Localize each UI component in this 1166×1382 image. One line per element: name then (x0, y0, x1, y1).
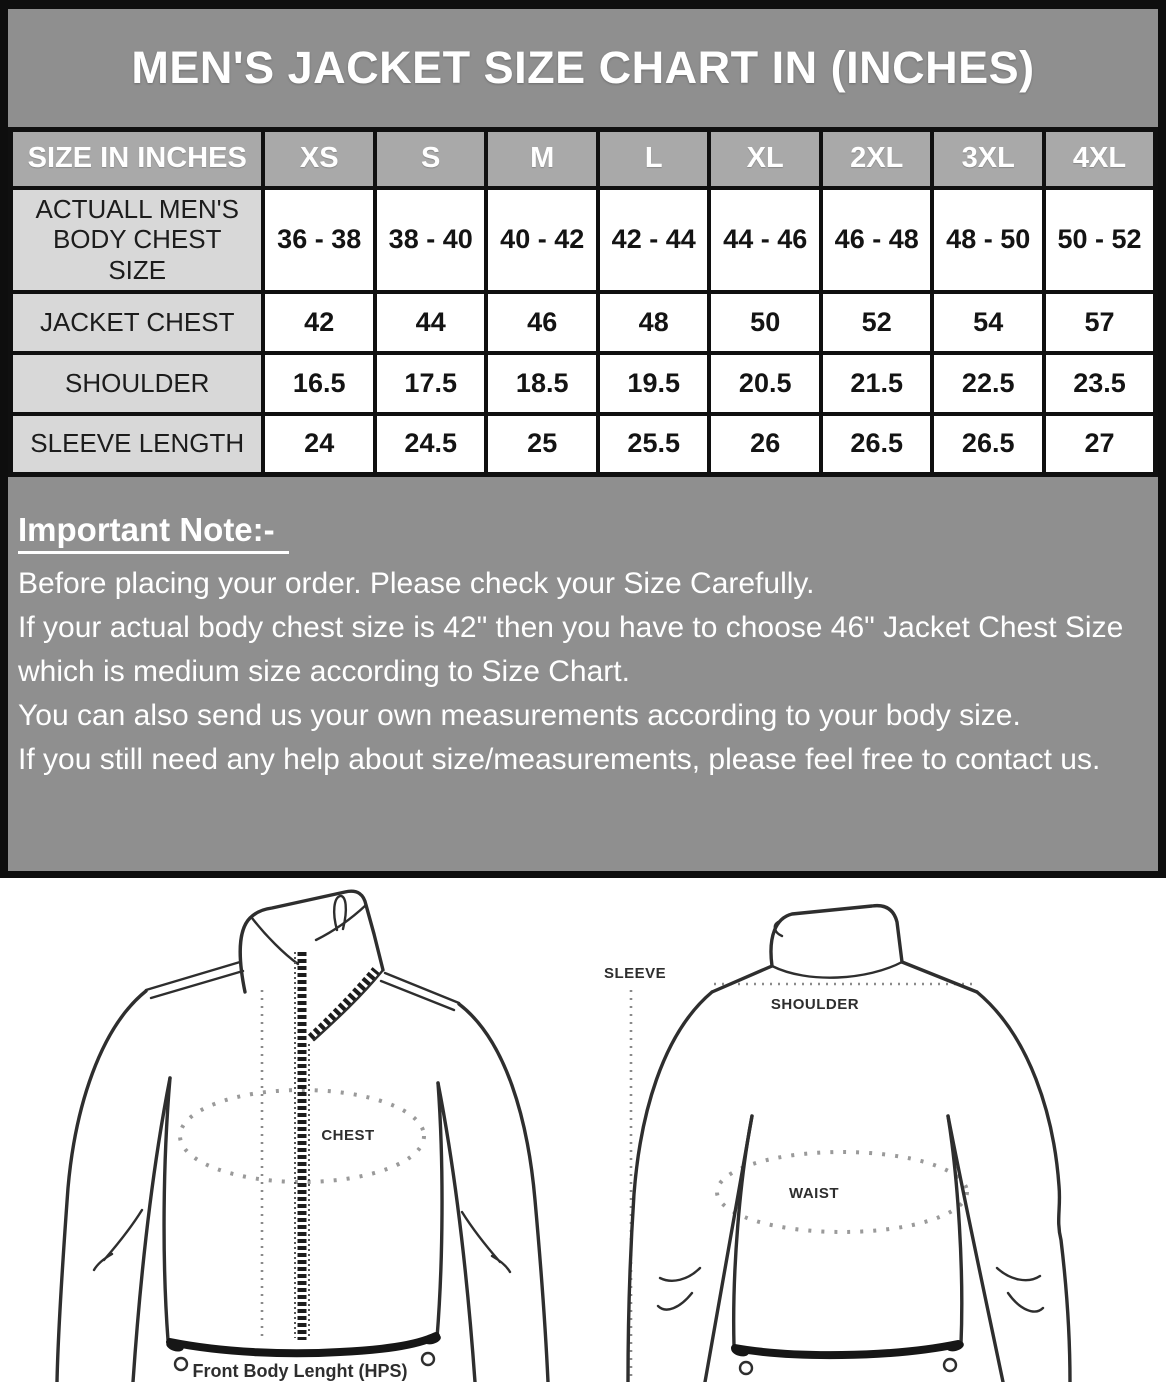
size-table-row (11, 353, 1156, 414)
note-line: If you still need any help about size/measurements, please feel free to contact us. (18, 743, 1101, 777)
front-right-sleeve-inner (438, 1083, 475, 1382)
size-table-col-header: L (598, 130, 710, 188)
back-collar (771, 906, 902, 966)
size-value-cell: 20.5 (709, 353, 821, 414)
size-table-row (11, 414, 1156, 475)
back-hem-ring-right (944, 1359, 956, 1371)
chest-label: CHEST (321, 1127, 375, 1144)
size-table (8, 127, 1158, 477)
front-left-sleeve-outer (57, 991, 146, 1382)
size-value-cell: 46 - 48 (821, 188, 933, 292)
front-hem-ring-right (422, 1353, 434, 1365)
shoulder-label: SHOULDER (770, 996, 860, 1013)
jacket-measurement-diagram (0, 878, 1166, 1382)
front-left-cuff-slit (94, 1210, 142, 1270)
size-value-cell: 23.5 (1044, 353, 1156, 414)
size-value-cell: 44 - 46 (709, 188, 821, 292)
important-note-section (8, 477, 1158, 782)
size-value-cell: 22.5 (932, 353, 1044, 414)
size-value-cell: 19.5 (598, 353, 710, 414)
size-table-row (11, 188, 1156, 292)
size-value-cell: 26.5 (821, 414, 933, 475)
size-value-cell: 26.5 (932, 414, 1044, 475)
size-table-row (11, 292, 1156, 353)
size-value-cell: 38 - 40 (375, 188, 487, 292)
size-value-cell: 46 (486, 292, 598, 353)
page-title: MEN'S JACKET SIZE CHART IN (INCHES) (131, 42, 1035, 93)
waist-label: WAIST (789, 1185, 839, 1202)
size-value-cell: 42 (263, 292, 375, 353)
size-value-cell: 57 (1044, 292, 1156, 353)
front-right-sleeve-outer (459, 1004, 548, 1382)
front-body-left-side (164, 1078, 170, 1340)
front-body-length-label: Front Body Lenght (HPS) (192, 1361, 408, 1381)
jacket-diagrams (0, 878, 1166, 1382)
size-value-cell: 16.5 (263, 353, 375, 414)
back-jacket-drawing (604, 906, 1070, 1382)
open-zipper-teeth (311, 970, 376, 1038)
size-value-cell: 36 - 38 (263, 188, 375, 292)
size-value-cell: 40 - 42 (486, 188, 598, 292)
back-collar-bottom-curve (772, 962, 902, 978)
size-table-header-row (11, 130, 1156, 188)
note-line: You can also send us your own measurements according to your body size. (18, 699, 1021, 733)
front-body-right-side (437, 1083, 442, 1338)
note-lines (18, 562, 1144, 782)
note-line: If your actual body chest size is 42" then you have to choose 46" Jacket Chest Size which is medium size according to Size Chart. (18, 611, 1124, 689)
front-right-cuff-slit (462, 1212, 510, 1272)
size-table-head (11, 130, 1156, 188)
size-value-cell: 17.5 (375, 353, 487, 414)
size-value-cell: 24 (263, 414, 375, 475)
size-value-cell: 21.5 (821, 353, 933, 414)
size-value-cell: 50 - 52 (1044, 188, 1156, 292)
size-value-cell: 25 (486, 414, 598, 475)
size-value-cell: 50 (709, 292, 821, 353)
front-jacket-drawing (57, 891, 548, 1382)
size-value-cell: 54 (932, 292, 1044, 353)
size-table-body (11, 188, 1156, 475)
row-label-cell: JACKET CHEST (11, 292, 264, 353)
size-table-col-header: XS (263, 130, 375, 188)
row-label-cell: SLEEVE LENGTH (11, 414, 264, 475)
size-table-col-header: S (375, 130, 487, 188)
size-table-col-header: XL (709, 130, 821, 188)
front-hem-ring-left (175, 1358, 187, 1370)
front-left-shoulder-seam (146, 962, 243, 998)
back-right-cuff-slit (997, 1268, 1043, 1312)
waist-measure-ellipse (717, 1152, 967, 1232)
back-hem-drawcord (735, 1344, 958, 1355)
size-value-cell: 48 - 50 (932, 188, 1044, 292)
back-body-left-side (734, 1116, 752, 1346)
back-hem-ring-left (740, 1362, 752, 1374)
size-value-cell: 42 - 44 (598, 188, 710, 292)
size-value-cell: 44 (375, 292, 487, 353)
size-value-cell: 48 (598, 292, 710, 353)
row-label-cell: ACTUALL MEN'S BODY CHEST SIZE (11, 188, 264, 292)
front-collar-fold-line (252, 918, 298, 964)
size-value-cell: 27 (1044, 414, 1156, 475)
front-collar-inner-edge (316, 905, 366, 940)
size-table-col-header: 4XL (1044, 130, 1156, 188)
back-left-cuff-slit (658, 1268, 700, 1310)
size-table-col-header: 2XL (821, 130, 933, 188)
size-value-cell: 52 (821, 292, 933, 353)
size-value-cell: 26 (709, 414, 821, 475)
note-heading: Important Note:- (18, 511, 289, 554)
front-right-shoulder-seam (381, 973, 459, 1010)
size-table-col-header: M (486, 130, 598, 188)
sleeve-label: SLEEVE (604, 965, 667, 982)
front-collar (240, 891, 383, 992)
size-value-cell: 18.5 (486, 353, 598, 414)
size-value-cell: 24.5 (375, 414, 487, 475)
size-value-cell: 25.5 (598, 414, 710, 475)
back-left-sleeve-outer (628, 992, 712, 1382)
note-line: Before placing your order. Please check your Size Carefully. (18, 567, 815, 601)
row-label-cell: SHOULDER (11, 353, 264, 414)
size-table-col-header: 3XL (932, 130, 1044, 188)
size-table-corner-header: SIZE IN INCHES (11, 130, 264, 188)
